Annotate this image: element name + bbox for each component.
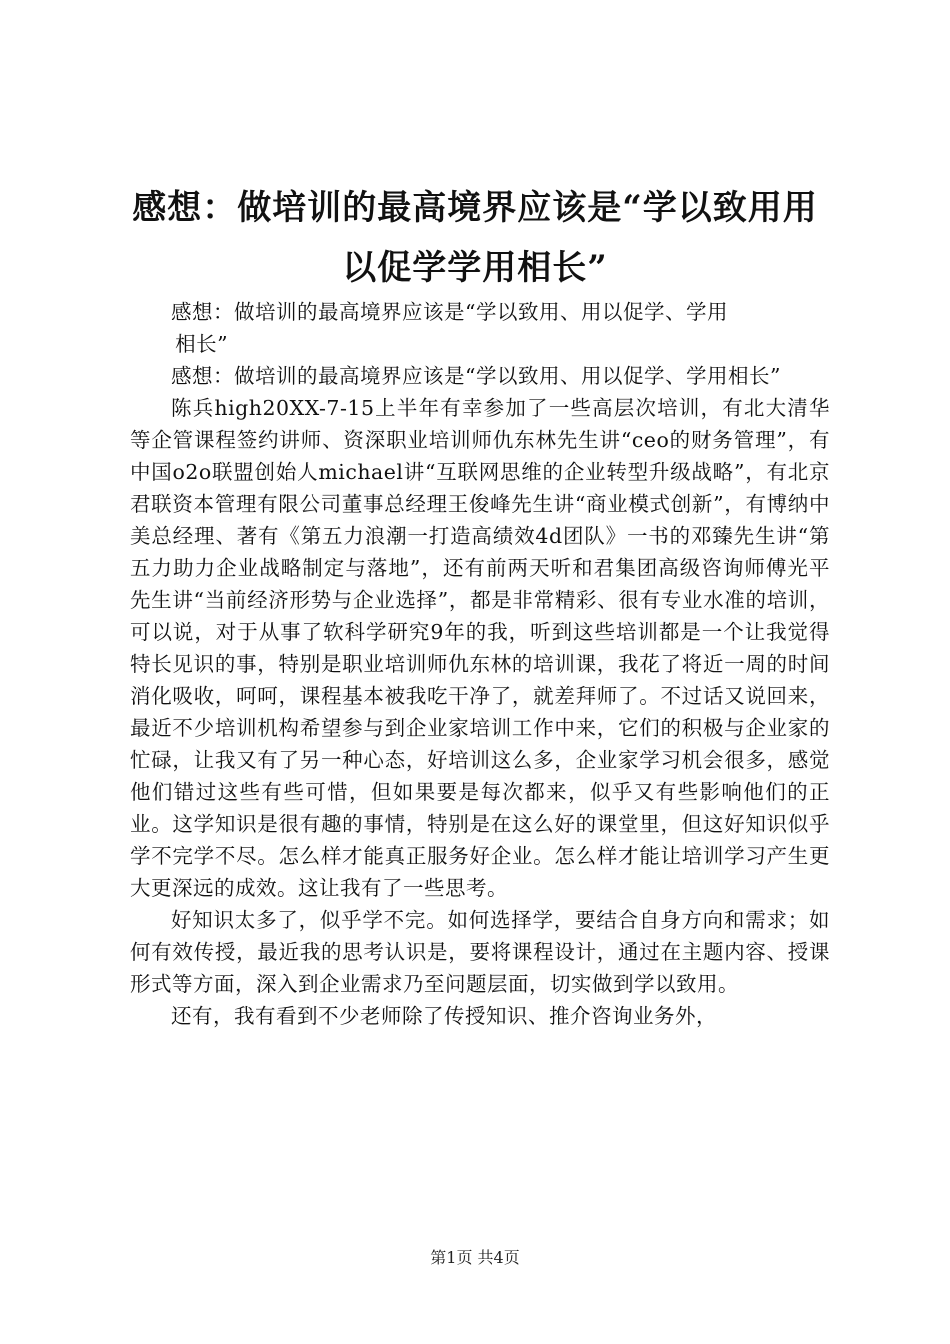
- paragraph-knowledge: 好知识太多了，似乎学不完。如何选择学，要结合自身方向和需求；如何有效传授，最近我的思考认识是，要将课程设计，通过在主题内容、授课形式等方面，深入到企业需求乃至问题层面，切实做到学以致用。: [130, 908, 830, 996]
- title-line-2: 以促学学用相长”: [342, 248, 608, 288]
- paragraph-also: 还有，我有看到不少老师除了传授知识、推介咨询业务外，: [171, 1004, 717, 1028]
- paragraph-heading-repeat: 感想：做培训的最高境界应该是“学以致用、用以促学、学用相长”: [171, 364, 781, 388]
- document-title: [110, 178, 840, 298]
- title-line-1: 感想：做培训的最高境界应该是“学以致用用: [132, 188, 818, 228]
- paragraph-subtitle-continued: 相长”: [175, 332, 229, 356]
- paragraph-subtitle: 感想：做培训的最高境界应该是“学以致用、用以促学、学用: [171, 300, 728, 324]
- document-body: [130, 296, 830, 1032]
- paragraph-main: 陈兵high20XX-7-15上半年有幸参加了一些高层次培训，有北大清华等企管课程签约讲师、资深职业培训师仇东林先生讲“ceo的财务管理”，有中国o2o联盟创始人michael讲“互联网思维的企业转型升级战略”，有北京君联资本管理有限公司董事总经理王俊峰先生讲“商业模式创新”，有博纳中美总经理、著有《第五力浪潮一打造高绩效4d团队》一书的邓臻先生讲“第五力助力企业战略制定与落地”，还有前两天听和君集团高级咨询师傅光平先生讲“当前经济形势与企业选择”，都是非常精彩、很有专业水准的培训，可以说，对于从事了软科学研究9年的我，听到这些培训都是一个让我觉得特长见识的事，特别是职业培训师仇东林的培训课，我花了将近一周的时间消化吸收，呵呵，课程基本被我吃干净了，就差拜师了。不过话又说回来，最近不少培训机构希望参与到企业家培训工作中来，它们的积极与企业家的忙碌，让我又有了另一种心态，好培训这么多，企业家学习机会很多，感觉他们错过这些有些可惜，但如果要是每次都来，似乎又有些影响他们的正业。这学知识是很有趣的事情，特别是在这么好的课堂里，但这好知识似乎学不完学不尽。怎么样才能真正服务好企业。怎么样才能让培训学习产生更大更深远的成效。这让我有了一些思考。: [130, 396, 830, 900]
- page-footer: 第1页 共4页: [430, 1248, 520, 1267]
